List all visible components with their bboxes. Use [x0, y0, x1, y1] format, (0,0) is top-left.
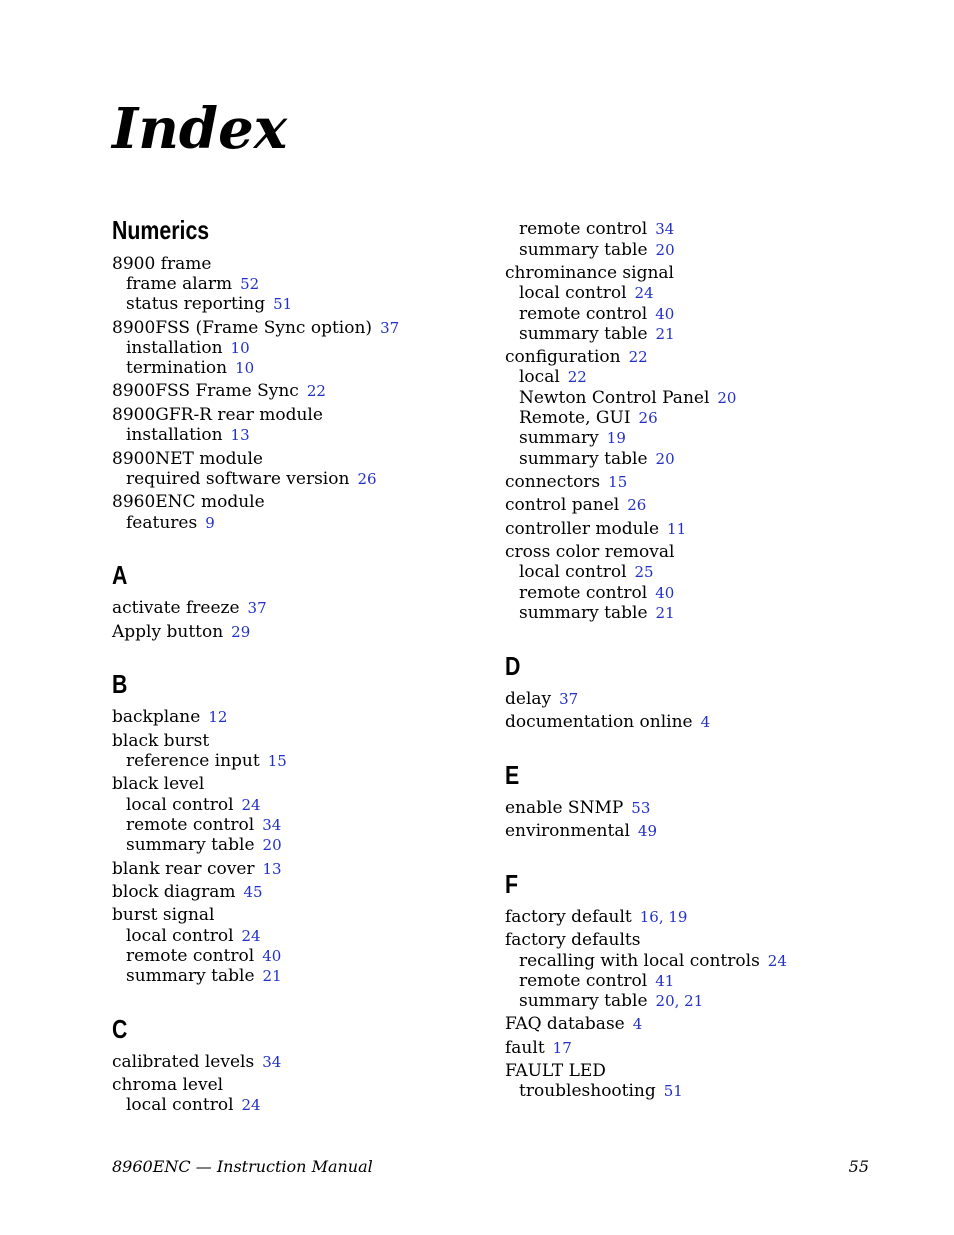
index-entry — [112, 492, 265, 512]
entry-term: summary table — [519, 449, 648, 469]
entry-term: reference input — [126, 751, 260, 771]
section-heading-numerics: Numerics — [112, 215, 210, 245]
entry-term: summary table — [126, 966, 255, 986]
index-subentry — [505, 1081, 683, 1101]
page-link[interactable]: 21 — [262, 967, 282, 985]
section-heading-a: A — [112, 560, 128, 590]
entry-term: black burst — [112, 731, 210, 751]
page-link[interactable]: 49 — [637, 822, 657, 840]
page-link[interactable]: 34 — [655, 220, 675, 238]
entry-term: local control — [126, 795, 234, 815]
entry-term: installation — [126, 338, 223, 358]
entry-term: required software version — [126, 469, 350, 489]
index-subentry — [505, 408, 658, 428]
entry-term: 8900GFR-R rear module — [112, 405, 323, 425]
page-link[interactable]: 20 — [655, 241, 675, 259]
index-entry — [505, 495, 646, 515]
index-entry — [505, 519, 686, 539]
entry-term: summary table — [519, 603, 648, 623]
index-subentry — [505, 388, 736, 408]
entry-term: remote control — [126, 946, 255, 966]
page-link[interactable]: 20, 21 — [655, 992, 704, 1010]
index-subentry — [505, 240, 675, 260]
page-link[interactable]: 25 — [634, 563, 654, 581]
index-entry — [505, 263, 674, 283]
page-link[interactable]: 22 — [306, 382, 326, 400]
page-link[interactable]: 13 — [262, 860, 282, 878]
entry-term: chrominance signal — [505, 263, 674, 283]
entry-term: features — [126, 513, 198, 533]
section-heading-c: C — [112, 1014, 128, 1044]
index-subentry — [112, 815, 281, 835]
section-heading-f: F — [505, 869, 519, 899]
page-link[interactable]: 4 — [632, 1015, 643, 1033]
section-heading-e: E — [505, 760, 520, 790]
index-entry — [505, 1014, 642, 1034]
entry-term: frame alarm — [126, 274, 233, 294]
index-subentry — [505, 603, 675, 623]
page-link[interactable]: 51 — [273, 295, 293, 313]
index-subentry — [112, 513, 215, 533]
section-heading-d: D — [505, 651, 521, 681]
page-link[interactable]: 20 — [717, 389, 737, 407]
index-subentry — [505, 324, 675, 344]
page-link[interactable]: 16, 19 — [639, 908, 688, 926]
page-link[interactable]: 15 — [608, 473, 628, 491]
page-link[interactable]: 37 — [247, 599, 267, 617]
index-entry — [505, 472, 627, 492]
entry-term: remote control — [519, 304, 648, 324]
page-link[interactable]: 45 — [243, 883, 263, 901]
index-subentry — [505, 449, 675, 469]
index-subentry — [505, 304, 674, 324]
index-subentry — [112, 469, 377, 489]
page-link[interactable]: 41 — [655, 972, 675, 990]
page-link[interactable]: 17 — [552, 1039, 572, 1057]
entry-term: summary table — [126, 835, 255, 855]
index-entry — [505, 712, 710, 732]
page-link[interactable]: 24 — [241, 796, 261, 814]
page-link[interactable]: 4 — [700, 713, 711, 731]
index-entry — [505, 542, 674, 562]
page-link[interactable]: 22 — [567, 368, 587, 386]
index-subentry — [505, 583, 674, 603]
entry-term: termination — [126, 358, 228, 378]
page-link[interactable]: 19 — [606, 429, 626, 447]
index-subentry — [112, 294, 292, 314]
entry-term: Newton Control Panel — [519, 388, 710, 408]
index-subentry — [505, 428, 626, 448]
entry-term: summary — [519, 428, 599, 448]
index-entry — [112, 1052, 281, 1072]
page-link[interactable]: 24 — [241, 1096, 261, 1114]
page-link[interactable]: 20 — [655, 450, 675, 468]
index-subentry — [505, 219, 674, 239]
entry-term: remote control — [126, 815, 255, 835]
entry-term: local control — [519, 283, 627, 303]
entry-term: connectors — [505, 472, 601, 492]
index-entry — [112, 707, 227, 727]
entry-term: status reporting — [126, 294, 266, 314]
page-link[interactable]: 12 — [208, 708, 228, 726]
entry-term: chroma level — [112, 1075, 224, 1095]
index-entry — [505, 907, 687, 927]
index-entry — [112, 405, 323, 425]
entry-term: local control — [519, 562, 627, 582]
page-link[interactable]: 21 — [655, 325, 675, 343]
page-link[interactable]: 37 — [380, 319, 400, 337]
entry-term: remote control — [519, 971, 648, 991]
entry-term: blank rear cover — [112, 859, 255, 879]
page-link[interactable]: 40 — [655, 305, 675, 323]
page-link[interactable]: 10 — [230, 339, 250, 357]
page-link[interactable]: 10 — [235, 359, 255, 377]
entry-term: controller module — [505, 519, 660, 539]
index-entry — [112, 882, 263, 902]
index-entry — [112, 381, 326, 401]
index-entry — [112, 731, 209, 751]
entry-term: enable SNMP — [505, 798, 624, 818]
entry-term: summary table — [519, 324, 648, 344]
page-link[interactable]: 24 — [767, 952, 787, 970]
entry-term: factory defaults — [505, 930, 641, 950]
index-subentry — [112, 425, 250, 445]
page-link[interactable]: 34 — [262, 816, 282, 834]
page-link[interactable]: 9 — [205, 514, 215, 532]
entry-term: cross color removal — [505, 542, 675, 562]
entry-term: Apply button — [112, 622, 224, 642]
entry-term: local — [519, 367, 560, 387]
page-link[interactable]: 40 — [262, 947, 282, 965]
page-link[interactable]: 26 — [627, 496, 647, 514]
index-subentry — [505, 951, 787, 971]
index-entry — [112, 449, 263, 469]
index-entry — [505, 930, 640, 950]
entry-term: 8900FSS (Frame Sync option) — [112, 318, 373, 338]
entry-term: configuration — [505, 347, 621, 367]
page-link[interactable]: 53 — [631, 799, 651, 817]
entry-term: control panel — [505, 495, 620, 515]
page-link[interactable]: 26 — [638, 409, 658, 427]
entry-term: burst signal — [112, 905, 215, 925]
entry-term: delay — [505, 689, 552, 709]
index-entry — [112, 905, 214, 925]
index-subentry — [505, 367, 587, 387]
index-entry — [505, 689, 578, 709]
index-entry — [112, 622, 250, 642]
entry-term: environmental — [505, 821, 630, 841]
page-link[interactable]: 20 — [262, 836, 282, 854]
page-link[interactable]: 52 — [240, 275, 260, 293]
footer-page-number: 55 — [848, 1157, 869, 1176]
entry-term: 8900NET module — [112, 449, 263, 469]
page-link[interactable]: 13 — [230, 426, 250, 444]
entry-term: block diagram — [112, 882, 236, 902]
index-subentry — [505, 562, 654, 582]
entry-term: Remote, GUI — [519, 408, 631, 428]
index-subentry — [505, 971, 674, 991]
entry-term: FAQ database — [505, 1014, 625, 1034]
page-title: Index — [112, 96, 288, 162]
entry-term: remote control — [519, 219, 648, 239]
index-entry — [505, 1038, 572, 1058]
entry-term: 8900FSS Frame Sync — [112, 381, 299, 401]
index-subentry — [505, 283, 654, 303]
index-entry — [505, 1061, 606, 1081]
index-subentry — [112, 338, 250, 358]
entry-term: troubleshooting — [519, 1081, 656, 1101]
index-subentry — [112, 835, 282, 855]
index-subentry — [112, 946, 281, 966]
index-subentry — [112, 751, 287, 771]
entry-term: summary table — [519, 240, 648, 260]
entry-term: factory default — [505, 907, 632, 927]
entry-term: backplane — [112, 707, 201, 727]
page-link[interactable]: 29 — [231, 623, 251, 641]
section-heading-b: B — [112, 669, 128, 699]
entry-term: calibrated levels — [112, 1052, 255, 1072]
entry-term: summary table — [519, 991, 648, 1011]
entry-term: local control — [126, 926, 234, 946]
page-link[interactable]: 24 — [634, 284, 654, 302]
index-entry — [112, 1075, 223, 1095]
entry-term: recalling with local controls — [519, 951, 760, 971]
page-link[interactable]: 21 — [655, 604, 675, 622]
index-subentry — [112, 1095, 261, 1115]
entry-term: activate freeze — [112, 598, 240, 618]
index-subentry — [112, 795, 261, 815]
entry-term: local control — [126, 1095, 234, 1115]
index-entry — [112, 859, 282, 879]
page-link[interactable]: 11 — [667, 520, 687, 538]
page-link[interactable]: 15 — [267, 752, 287, 770]
entry-term: installation — [126, 425, 223, 445]
entry-term: remote control — [519, 583, 648, 603]
footer-manual-title: 8960ENC — Instruction Manual — [112, 1157, 373, 1176]
index-entry — [505, 821, 657, 841]
entry-term: fault — [505, 1038, 545, 1058]
index-entry — [112, 598, 267, 618]
index-entry — [505, 347, 648, 367]
index-subentry — [112, 926, 261, 946]
index-subentry — [112, 966, 282, 986]
index-subentry — [505, 991, 703, 1011]
entry-term: 8900 frame — [112, 254, 212, 274]
page-link[interactable]: 40 — [655, 584, 675, 602]
index-entry — [112, 318, 399, 338]
entry-term: documentation online — [505, 712, 693, 732]
page-link[interactable]: 37 — [559, 690, 579, 708]
entry-term: black level — [112, 774, 205, 794]
index-entry — [112, 254, 211, 274]
index-entry — [112, 774, 204, 794]
page-link[interactable]: 26 — [357, 470, 377, 488]
page-link[interactable]: 22 — [628, 348, 648, 366]
index-subentry — [112, 358, 254, 378]
entry-term: FAULT LED — [505, 1061, 606, 1081]
page-link[interactable]: 24 — [241, 927, 261, 945]
index-entry — [505, 798, 650, 818]
entry-term: 8960ENC module — [112, 492, 265, 512]
index-subentry — [112, 274, 259, 294]
page-link[interactable]: 51 — [663, 1082, 683, 1100]
page-link[interactable]: 34 — [262, 1053, 282, 1071]
